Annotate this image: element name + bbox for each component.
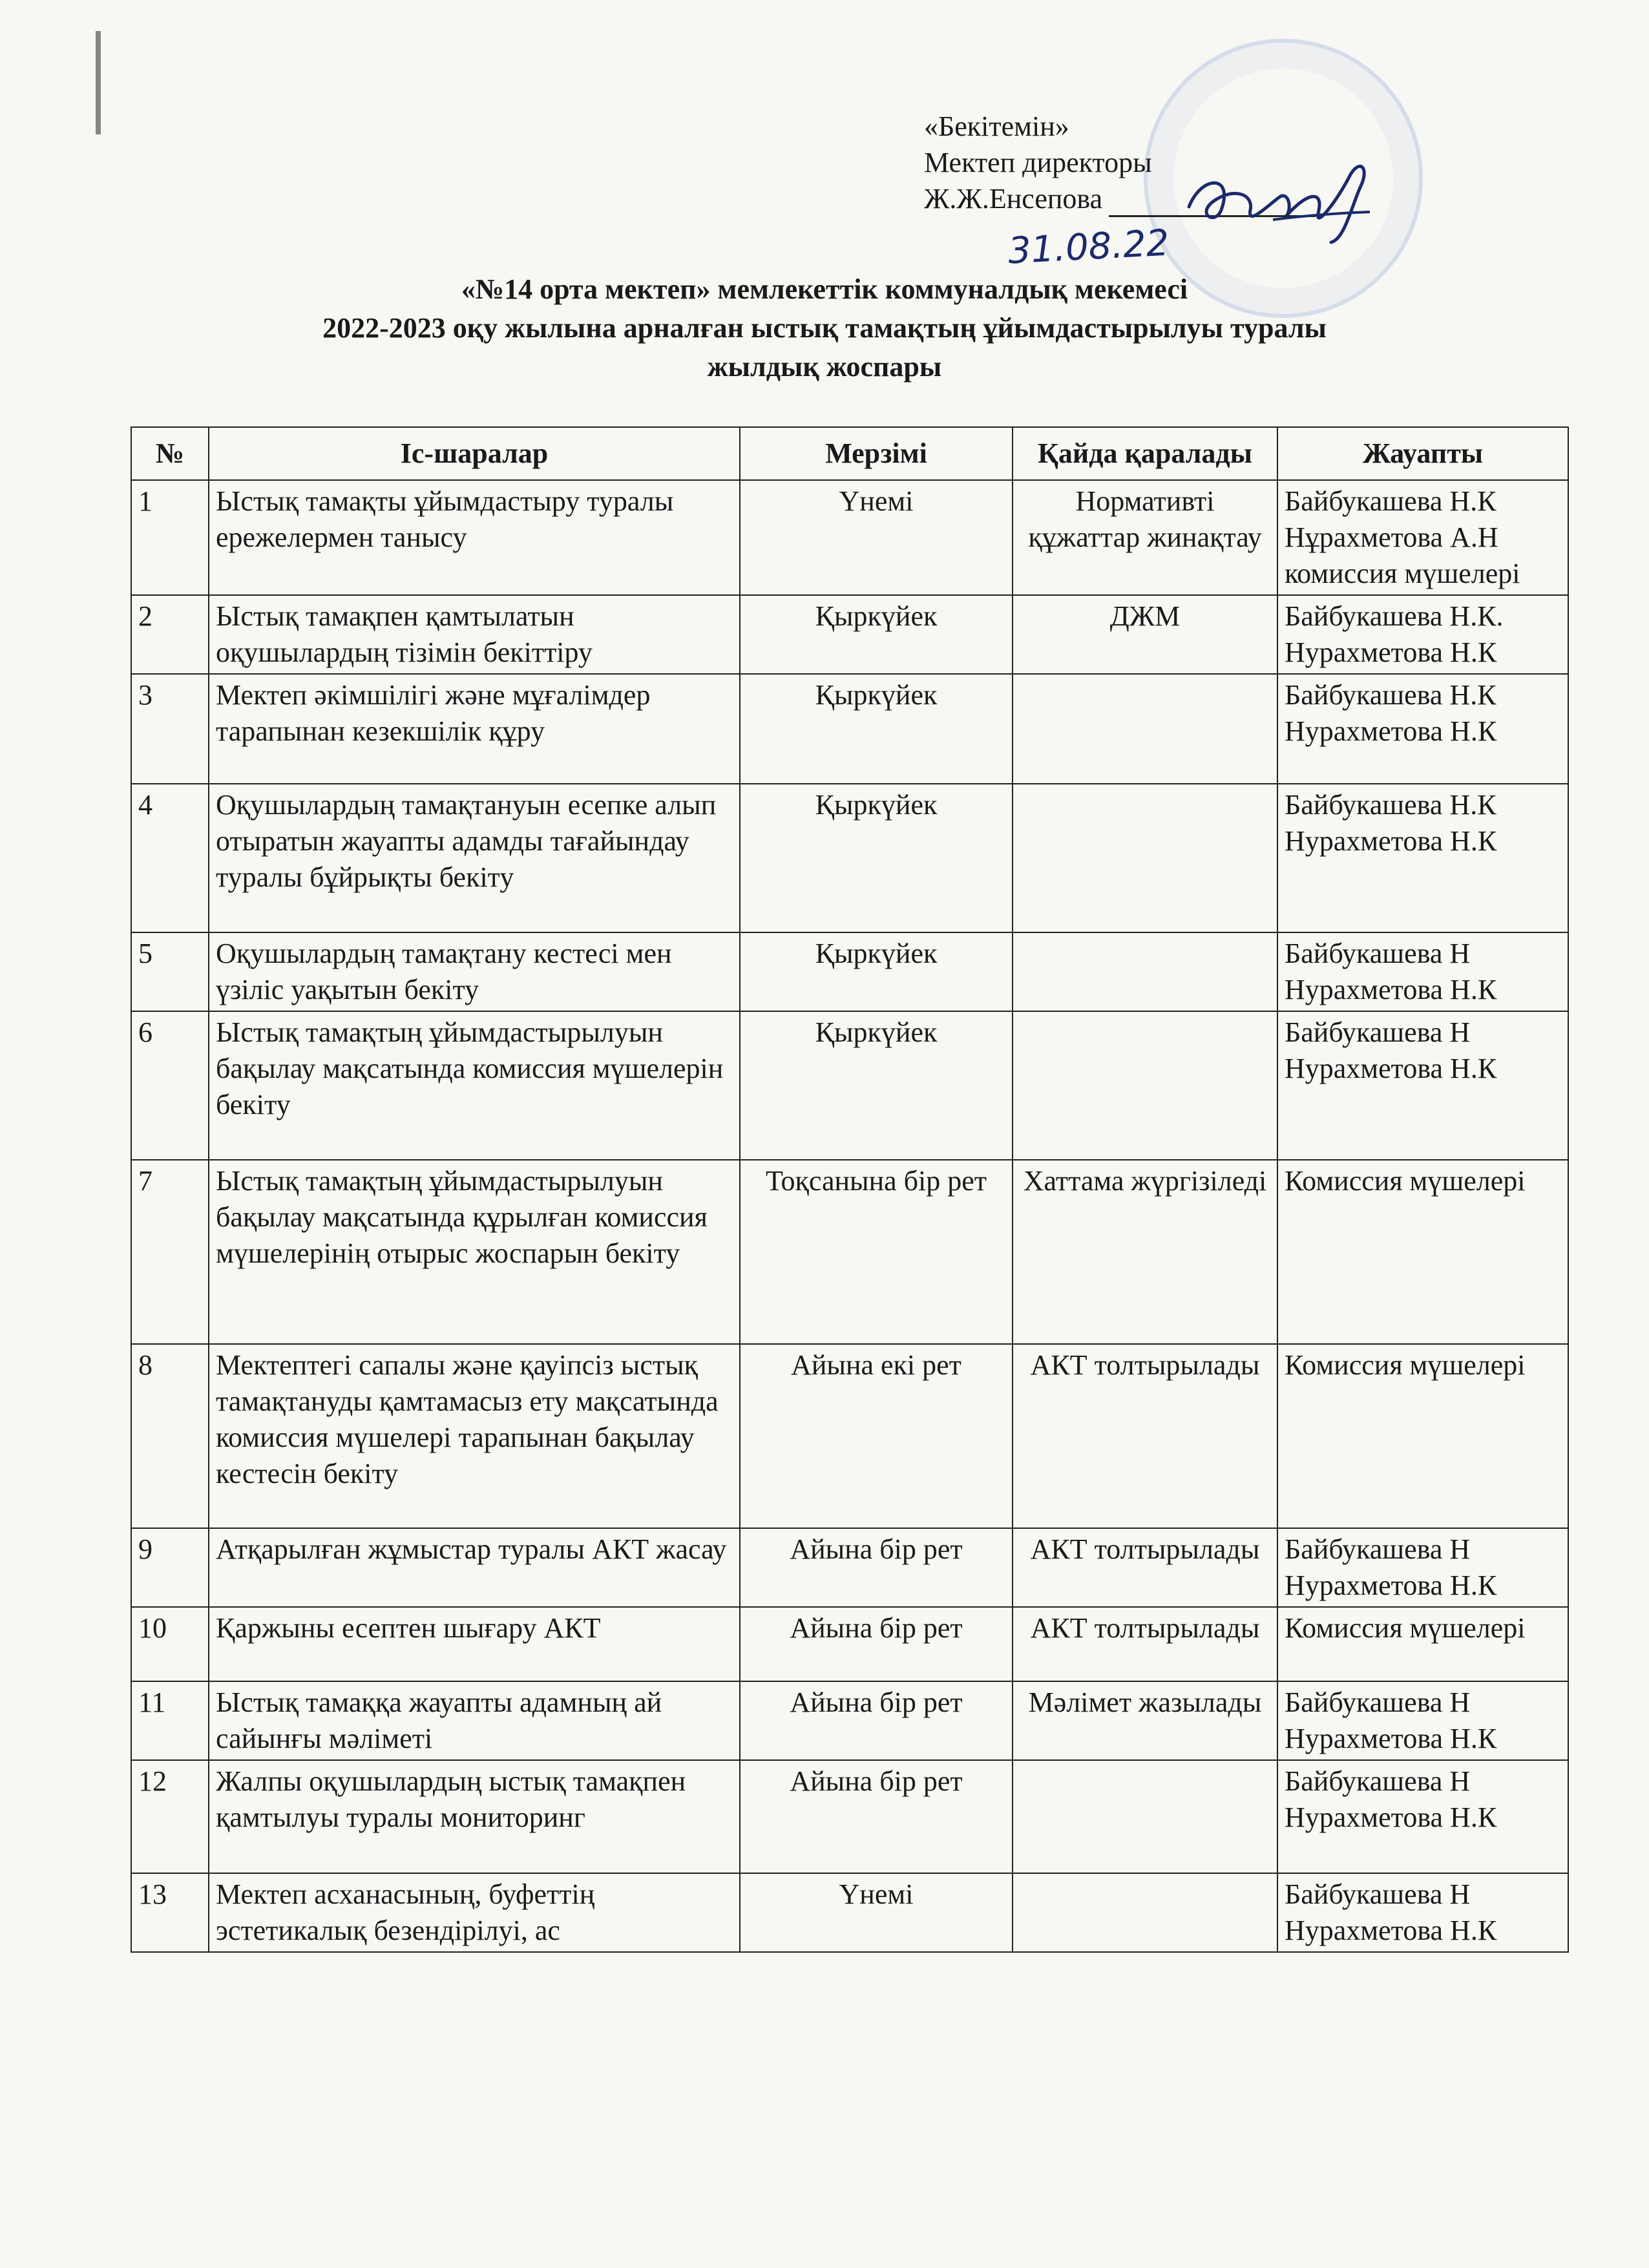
row-number: 2	[131, 595, 209, 674]
table-row	[131, 1607, 1568, 1681]
row-period: Айына бір рет	[740, 1681, 1013, 1760]
row-number: 7	[131, 1160, 209, 1344]
row-period: Қыркүйек	[740, 674, 1013, 784]
row-place	[1013, 1011, 1277, 1160]
row-activity: Жалпы оқушылардың ыстық тамақпен қамтылуы туралы мониторинг	[209, 1760, 740, 1873]
row-activity: Мектеп асханасының, буфеттің эстетикалық безендірілуі, ас	[209, 1873, 740, 1952]
row-responsible: Байбукашева Н.К. Нурахметова Н.К	[1277, 595, 1568, 674]
row-period: Қыркүйек	[740, 1011, 1013, 1160]
row-number: 6	[131, 1011, 209, 1160]
table-row	[131, 1344, 1568, 1528]
approval-heading: «Бекітемін»	[924, 110, 1069, 142]
row-responsible: Комиссия мүшелері	[1277, 1160, 1568, 1344]
title-line-2: 2022-2023 оқу жылына арналған ыстық тамақтың ұйымдастырылуы туралы	[322, 312, 1327, 344]
row-period: Айына бір рет	[740, 1528, 1013, 1607]
row-activity: Ыстық тамаққа жауапты адамның ай сайынғы мәліметі	[209, 1681, 740, 1760]
table-row	[131, 674, 1568, 784]
document-title	[129, 270, 1520, 386]
table-header-row	[131, 427, 1568, 480]
row-activity: Ыстық тамақпен қамтылатын оқушылардың тізімін бекіттіру	[209, 595, 740, 674]
table-row	[131, 1681, 1568, 1760]
row-activity: Оқушылардың тамақтануын есепке алып отыратын жауапты адамды тағайындау туралы бұйрықты бекіту	[209, 784, 740, 932]
row-activity: Ыстық тамақты ұйымдастыру туралы ережелермен танысу	[209, 480, 740, 595]
table-row	[131, 480, 1568, 595]
row-number: 9	[131, 1528, 209, 1607]
row-number: 12	[131, 1760, 209, 1873]
handwritten-signature	[1176, 149, 1383, 246]
header-number: №	[131, 427, 209, 480]
table-row	[131, 1011, 1568, 1160]
row-activity: Атқарылған жұмыстар туралы АКТ жасау	[209, 1528, 740, 1607]
row-number: 3	[131, 674, 209, 784]
row-responsible: Байбукашева Н Нурахметова Н.К	[1277, 1528, 1568, 1607]
header-period: Мерзімі	[740, 427, 1013, 480]
row-place: ДЖМ	[1013, 595, 1277, 674]
row-activity: Мектеп әкімшілігі және мұғалімдер тарапынан кезекшілік құру	[209, 674, 740, 784]
table-row	[131, 1760, 1568, 1873]
row-period: Қыркүйек	[740, 595, 1013, 674]
row-period: Үнемі	[740, 1873, 1013, 1952]
header-activities: Іс-шаралар	[209, 427, 740, 480]
row-number: 8	[131, 1344, 209, 1528]
table-row	[131, 1528, 1568, 1607]
row-activity: Ыстық тамақтың ұйымдастырылуын бақылау мақсатында құрылған комиссия мүшелерінің отырыс жоспарын бекіту	[209, 1160, 740, 1344]
row-period: Айына бір рет	[740, 1607, 1013, 1681]
row-responsible: Байбукашева Н.К Нурахметова Н.К	[1277, 784, 1568, 932]
scan-edge-mark	[96, 31, 101, 134]
row-number: 1	[131, 480, 209, 595]
table-row	[131, 1873, 1568, 1952]
title-line-1: «№14 орта мектеп» мемлекеттік коммуналдық мекемесі	[461, 273, 1188, 305]
table-row	[131, 595, 1568, 674]
row-responsible: Байбукашева Н Нурахметова Н.К	[1277, 1873, 1568, 1952]
row-number: 11	[131, 1681, 209, 1760]
row-responsible: Комиссия мүшелері	[1277, 1344, 1568, 1528]
row-period: Айына бір рет	[740, 1760, 1013, 1873]
table-body	[131, 480, 1568, 1952]
approval-position: Мектеп директоры	[924, 147, 1152, 178]
row-place: Хаттама жүргізіледі	[1013, 1160, 1277, 1344]
row-responsible: Байбукашева Н Нурахметова Н.К	[1277, 1681, 1568, 1760]
row-period: Үнемі	[740, 480, 1013, 595]
row-place: АКТ толтырылады	[1013, 1607, 1277, 1681]
row-place	[1013, 1760, 1277, 1873]
row-responsible: Байбукашева Н.К Нұрахметова А.Н комиссия мүшелері	[1277, 480, 1568, 595]
row-place: Нормативті құжаттар жинақтау	[1013, 480, 1277, 595]
row-period: Қыркүйек	[740, 932, 1013, 1011]
row-place: АКТ толтырылады	[1013, 1528, 1277, 1607]
table-row	[131, 932, 1568, 1011]
row-responsible: Байбукашева Н Нурахметова Н.К	[1277, 1011, 1568, 1160]
row-period: Айына екі рет	[740, 1344, 1013, 1528]
row-place	[1013, 1873, 1277, 1952]
row-activity: Оқушылардың тамақтану кестесі мен үзіліс уақытын бекіту	[209, 932, 740, 1011]
approval-name: Ж.Ж.Енсепова	[924, 183, 1103, 215]
row-responsible: Байбукашева Н Нурахметова Н.К	[1277, 1760, 1568, 1873]
row-number: 13	[131, 1873, 209, 1952]
plan-table	[131, 426, 1569, 1953]
row-place	[1013, 674, 1277, 784]
row-activity: Мектептегі сапалы және қауіпсіз ыстық тамақтануды қамтамасыз ету мақсатында комиссия мүшелері тарапынан бақылау кестесін бекіту	[209, 1344, 740, 1528]
row-responsible: Комиссия мүшелері	[1277, 1607, 1568, 1681]
row-activity: Ыстық тамақтың ұйымдастырылуын бақылау мақсатында комиссия мүшелерін бекіту	[209, 1011, 740, 1160]
row-place	[1013, 784, 1277, 932]
row-period: Қыркүйек	[740, 784, 1013, 932]
handwritten-date: 31.08.22	[1007, 222, 1170, 273]
row-place: Мәлімет жазылады	[1013, 1681, 1277, 1760]
table-row	[131, 784, 1568, 932]
row-responsible: Байбукашева Н.К Нурахметова Н.К	[1277, 674, 1568, 784]
header-responsible: Жауапты	[1277, 427, 1568, 480]
row-place: АКТ толтырылады	[1013, 1344, 1277, 1528]
row-responsible: Байбукашева Н Нурахметова Н.К	[1277, 932, 1568, 1011]
row-number: 4	[131, 784, 209, 932]
table-row	[131, 1160, 1568, 1344]
title-line-3: жылдық жоспары	[707, 351, 942, 383]
header-place: Қайда қаралады	[1013, 427, 1277, 480]
row-number: 10	[131, 1607, 209, 1681]
row-number: 5	[131, 932, 209, 1011]
row-activity: Қаржыны есептен шығару АКТ	[209, 1607, 740, 1681]
row-place	[1013, 932, 1277, 1011]
row-period: Тоқсанына бір рет	[740, 1160, 1013, 1344]
